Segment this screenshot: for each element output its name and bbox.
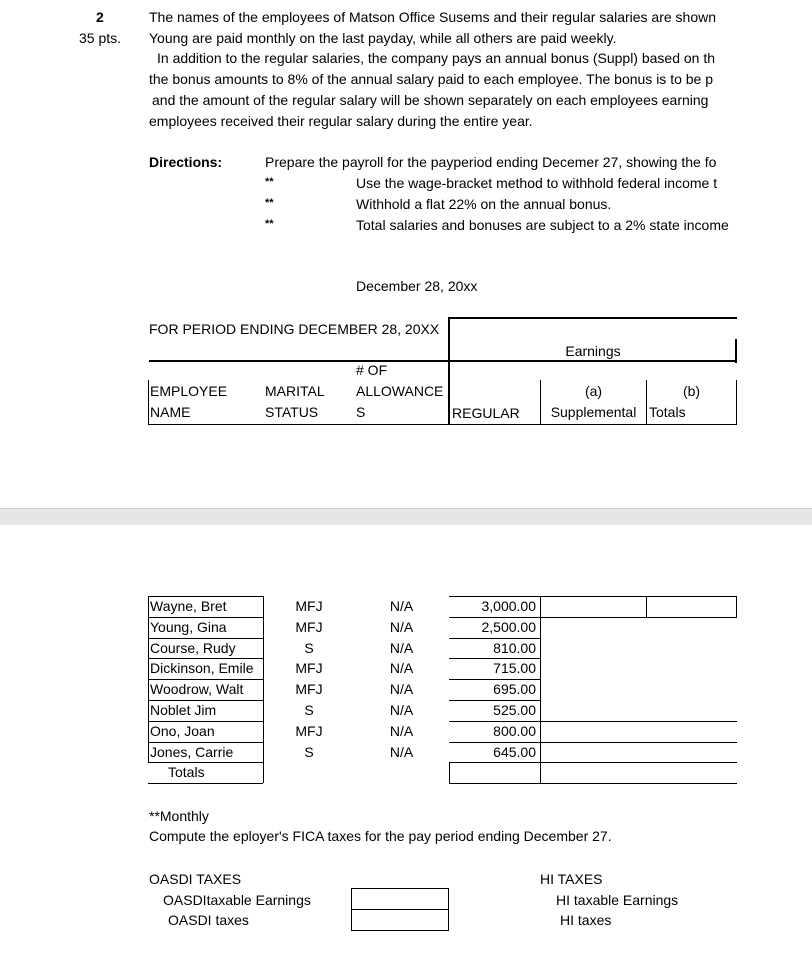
- allowances-cell: N/A: [389, 681, 414, 698]
- employee-name-cell: Woodrow, Walt: [150, 681, 244, 698]
- employee-name-cell: Course, Rudy: [150, 639, 236, 656]
- regular-earnings-cell: 645.00: [493, 743, 536, 760]
- name-row-rule: [148, 658, 263, 659]
- regular-row-rule: [449, 721, 541, 722]
- name-left-rule: [148, 380, 149, 425]
- regular-row-rule: [449, 679, 541, 680]
- intro-line-2: Young are paid monthly on the last payday, while all others are paid weekly.: [149, 30, 617, 46]
- marital-status-cell: MFJ: [295, 681, 323, 698]
- supplemental-header: Supplemental: [550, 404, 637, 420]
- supplemental-row-rule: [541, 721, 737, 722]
- regular-row-rule: [449, 658, 541, 659]
- directions-marker-2: **: [265, 197, 274, 209]
- oasdi-taxes-label: OASDI taxes: [168, 912, 249, 928]
- name-row-rule: [148, 617, 263, 618]
- intro-line-5: and the amount of the regular salary will be shown separately on each employees earning: [152, 92, 709, 108]
- intro-line-1: The names of the employees of Matson Office Susems and their regular salaries are shown: [149, 9, 717, 25]
- name-left-rule: [148, 596, 149, 762]
- marital-header: MARITAL: [265, 383, 325, 399]
- regular-earnings-cell: 715.00: [493, 660, 536, 677]
- worksheet-page-2: [0, 525, 812, 969]
- col-b-header: (b): [682, 383, 701, 399]
- allowances-cell: N/A: [389, 722, 414, 739]
- name-row-rule: [148, 700, 263, 701]
- allowances-cell: N/A: [389, 702, 414, 718]
- employee-name-cell: Dickinson, Emile: [150, 660, 254, 677]
- hi-title: HI TAXES: [540, 871, 603, 887]
- totals-input-cell[interactable]: [647, 721, 736, 741]
- name-row-rule: [148, 783, 263, 784]
- name-row-rule: [148, 638, 263, 639]
- regular-row-rule: [449, 617, 541, 618]
- header-mid-rule: [149, 360, 448, 362]
- allowances-cell: N/A: [389, 598, 414, 614]
- oasdi-taxes-field[interactable]: [351, 909, 449, 931]
- regular-earnings-cell: 2,500.00: [481, 618, 536, 635]
- hi-taxable-label: HI taxable Earnings: [556, 892, 679, 908]
- totals-input-cell[interactable]: [647, 742, 736, 762]
- totals-row-label: Totals: [168, 764, 205, 781]
- supplemental-input-cell[interactable]: [541, 617, 646, 637]
- intro-line-4: the bonus amounts to 8% of the annual salary paid to each employee. The bonus is to be p: [149, 71, 714, 87]
- supplemental-row-rule: [541, 762, 737, 763]
- regular-right-rule: [540, 596, 541, 783]
- allowances-cell: N/A: [389, 660, 414, 677]
- allowances-cell: N/A: [389, 639, 414, 656]
- marital-status-cell: MFJ: [295, 618, 323, 635]
- marital-status-cell: S: [304, 702, 314, 718]
- employee-name-cell: Ono, Joan: [150, 722, 215, 739]
- name-row-rule: [148, 721, 263, 722]
- regular-row-rule: [449, 742, 541, 743]
- regular-earnings-cell: 800.00: [493, 722, 536, 739]
- intro-line-3: In addition to the regular salaries, the company pays an annual bonus (Suppl) based on th: [157, 50, 716, 66]
- employee-name-cell: Young, Gina: [150, 618, 227, 635]
- totals-right-rule: [736, 380, 737, 425]
- header-divider: [448, 317, 450, 424]
- period-heading: FOR PERIOD ENDING DECEMBER 28, 20XX: [149, 321, 440, 337]
- marital-status-cell: S: [304, 639, 314, 656]
- regular-earnings-cell: 810.00: [493, 639, 536, 656]
- name-right-rule: [263, 596, 264, 783]
- name-header: NAME: [150, 404, 191, 420]
- marital-status-cell: MFJ: [295, 660, 323, 677]
- supplemental-input-cell[interactable]: [541, 658, 646, 678]
- totals-input-cell[interactable]: [647, 596, 736, 616]
- allowances-header-1: # OF: [356, 362, 388, 378]
- header-top-rule: [448, 317, 737, 319]
- header-bottom-rule: [148, 424, 737, 425]
- earnings-heading: Earnings: [565, 343, 621, 359]
- allowances-cell: N/A: [389, 743, 414, 760]
- payroll-date: December 28, 20xx: [356, 278, 478, 294]
- earnings-rule: [448, 360, 737, 362]
- name-row-rule: [148, 596, 263, 597]
- directions-marker-1: **: [265, 176, 274, 188]
- regular-row-rule: [449, 783, 541, 784]
- totals-header: Totals: [649, 404, 686, 420]
- supplemental-right-rule: [646, 596, 647, 617]
- allowances-header-2: ALLOWANCE: [356, 383, 444, 399]
- regular-total-top: [449, 762, 541, 763]
- regular-total-left: [449, 762, 450, 783]
- directions-item-2: Withhold a flat 22% on the annual bonus.: [356, 196, 612, 212]
- marital-status-cell: S: [304, 743, 314, 760]
- oasdi-taxable-field[interactable]: [351, 888, 449, 910]
- supplemental-row-rule: [541, 617, 737, 618]
- regular-row-rule: [449, 638, 541, 639]
- supplemental-input-cell[interactable]: [541, 638, 646, 658]
- totals-input-cell[interactable]: [647, 700, 736, 720]
- supplemental-row-rule: [541, 596, 737, 597]
- employee-name-cell: Jones, Carrie: [150, 743, 234, 760]
- directions-item-3: Total salaries and bonuses are subject to a 2% state income: [356, 217, 729, 233]
- regular-row-rule: [449, 700, 541, 701]
- allowances-header-3: S: [356, 404, 366, 420]
- allowances-cell: N/A: [389, 618, 414, 635]
- directions-label: Directions:: [149, 154, 223, 170]
- problem-points: 35 pts.: [79, 30, 122, 46]
- employee-header: EMPLOYEE: [150, 383, 228, 399]
- marital-status-cell: MFJ: [295, 722, 323, 739]
- directions-item-1: Use the wage-bracket method to withhold federal income t: [356, 175, 718, 191]
- fica-instruction: Compute the eployer's FICA taxes for the pay period ending December 27.: [149, 828, 612, 844]
- regular-header: REGULAR: [452, 405, 520, 421]
- monthly-note: **Monthly: [149, 808, 209, 824]
- totals-input-cell[interactable]: [647, 617, 736, 637]
- totals-input-cell[interactable]: [647, 679, 736, 699]
- problem-number: 2: [96, 9, 104, 25]
- name-row-rule: [148, 762, 263, 763]
- supplemental-input-cell[interactable]: [541, 596, 646, 616]
- oasdi-taxable-label: OASDItaxable Earnings: [163, 892, 311, 908]
- regular-row-rule: [449, 596, 541, 597]
- supplemental-input-cell[interactable]: [541, 742, 646, 762]
- marital-status-cell: MFJ: [295, 598, 323, 614]
- totals-input-cell[interactable]: [647, 658, 736, 678]
- employee-name-cell: Wayne, Bret: [150, 598, 227, 614]
- directions-main: Prepare the payroll for the payperiod ending Decemer 27, showing the fo: [265, 154, 717, 170]
- name-row-rule: [148, 742, 263, 743]
- regular-earnings-cell: 525.00: [493, 702, 536, 718]
- regular-earnings-cell: 3,000.00: [481, 598, 536, 614]
- col-a-header: (a): [584, 383, 603, 399]
- regular-earnings-cell: 695.00: [493, 681, 536, 698]
- totals-right-rule: [736, 596, 737, 617]
- supplemental-row-rule: [541, 742, 737, 743]
- hi-taxes-label: HI taxes: [560, 912, 612, 928]
- intro-line-6: employees received their regular salary during the entire year.: [149, 113, 533, 129]
- directions-marker-3: **: [265, 218, 274, 230]
- status-header: STATUS: [265, 404, 319, 420]
- page-separator: [0, 508, 812, 526]
- name-row-rule: [148, 679, 263, 680]
- oasdi-title: OASDI TAXES: [149, 871, 242, 887]
- totals-input-cell[interactable]: [647, 638, 736, 658]
- supplemental-total-rule: [541, 783, 737, 784]
- employee-name-cell: Noblet Jim: [150, 702, 217, 718]
- supplemental-input-cell[interactable]: [541, 679, 646, 699]
- supplemental-input-cell[interactable]: [541, 700, 646, 720]
- supplemental-input-cell[interactable]: [541, 721, 646, 741]
